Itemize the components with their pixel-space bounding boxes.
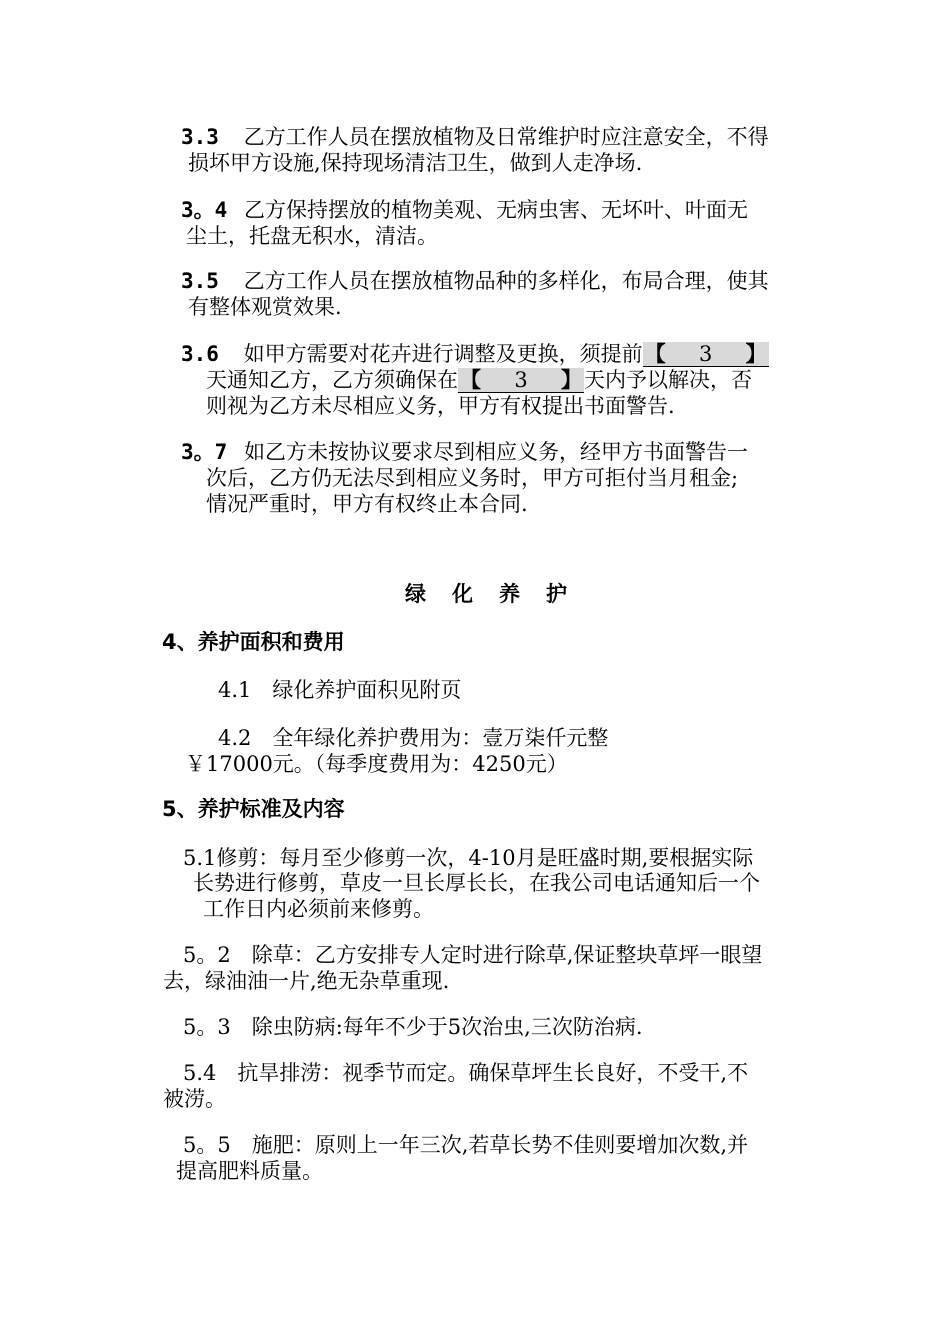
clause-text: 乙方保持摆放的植物美观、无病虫害、无坏叶、叶面无 — [243, 198, 748, 222]
item-5-1-line-1: 5.1修剪：每月至少修剪一次，4-10月是旺盛时期,要根据实际 — [183, 846, 754, 870]
bracket-open: 【 — [460, 367, 481, 392]
clause-3-6-line-1 — [181, 342, 769, 367]
clause-number: 3。4 — [181, 198, 228, 222]
clause-number: 3.5 — [181, 269, 219, 293]
field-value: 3 — [698, 342, 713, 366]
clause-3-6-line-3: 则视为乙方未尽相应义务，甲方有权提出书面警告. — [206, 394, 675, 418]
item-5-4-line-1: 5.4 抗旱排涝：视季节而定。确保草坪生长良好，不受干,不 — [183, 1061, 749, 1085]
item-4-1: 4.1 绿化养护面积见附页 — [218, 678, 462, 702]
bracket-close: 】 — [745, 341, 767, 366]
item-5-2-line-1: 5。2 除草：乙方安排专人定时进行除草,保证整块草坪一眼望 — [183, 943, 763, 967]
clause-3-7-line-2: 次后，乙方仍无法尽到相应义务时，甲方可拒付当月租金; — [206, 466, 739, 490]
form-field-days-resolve[interactable] — [458, 368, 584, 393]
item-5-1-line-3: 工作日内必须前来修剪。 — [203, 897, 434, 921]
clause-3-5-line-1 — [181, 269, 769, 293]
bracket-open: 【 — [644, 341, 666, 366]
clause-text: 乙方工作人员在摆放植物品种的多样化，布局合理，使其 — [243, 269, 769, 293]
section-4-heading: 4、养护面积和费用 — [162, 630, 345, 654]
item-4-2-line-1: 4.2 全年绿化养护费用为：壹万柒仟元整 — [218, 726, 609, 750]
clause-number: 3.6 — [181, 342, 219, 366]
clause-3-7-line-3: 情况严重时，甲方有权终止本合同. — [206, 492, 528, 516]
form-field-days-notice[interactable] — [643, 342, 769, 367]
item-5-2-line-2: 去，绿油油一片,绝无杂草重现. — [163, 969, 450, 993]
clause-text: 如甲方需要对花卉进行调整及更换，须提前 — [243, 342, 643, 366]
clause-3-5-line-2: 有整体观赏效果. — [188, 295, 342, 319]
clause-text: 如乙方未按协议要求尽到相应义务，经甲方书面警告一 — [243, 440, 748, 464]
clause-text: 天通知乙方，乙方须确保在 — [206, 368, 458, 392]
clause-3-3-line-1 — [181, 125, 769, 149]
section-title: 绿化养护 — [405, 582, 593, 606]
bracket-close: 】 — [561, 367, 582, 392]
clause-text: 乙方工作人员在摆放植物及日常维护时应注意安全，不得 — [243, 125, 769, 149]
item-5-4-line-2: 被涝。 — [163, 1087, 226, 1111]
section-5-heading: 5、养护标准及内容 — [162, 797, 345, 821]
clause-text: 天内予以解决，否 — [584, 368, 752, 392]
item-5-3: 5。3 除虫防病:每年不少于5次治虫,三次防治病. — [183, 1015, 643, 1039]
clause-number: 3.3 — [181, 125, 219, 149]
clause-3-3-line-2: 损坏甲方设施,保持现场清洁卫生，做到人走净场. — [188, 151, 643, 175]
item-4-2-line-2: ￥17000元。（每季度费用为：4250元） — [185, 752, 568, 776]
clause-3-7-line-1 — [181, 440, 748, 464]
clause-3-6-line-2 — [206, 368, 752, 393]
field-value: 3 — [514, 368, 528, 392]
clause-3-4-line-1 — [181, 198, 748, 222]
item-5-5-line-2: 提高肥料质量。 — [176, 1159, 323, 1183]
item-5-5-line-1: 5。5 施肥：原则上一年三次,若草长势不佳则要增加次数,并 — [183, 1133, 749, 1157]
clause-number: 3。7 — [181, 440, 228, 464]
item-5-1-line-2: 长势进行修剪，草皮一旦长厚长长，在我公司电话通知后一个 — [193, 871, 760, 895]
clause-3-4-line-2: 尘土，托盘无积水，清洁。 — [186, 224, 438, 248]
